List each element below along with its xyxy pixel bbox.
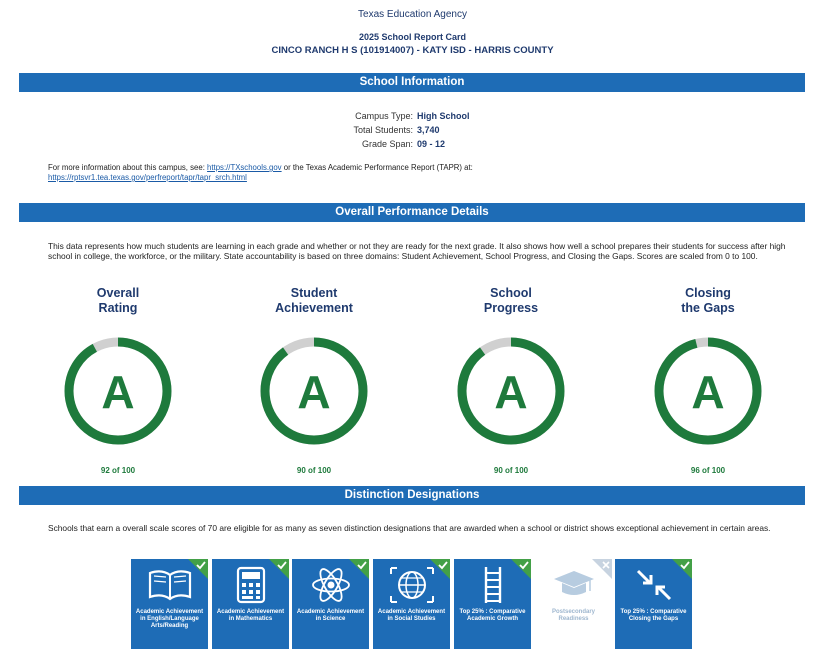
school-line: CINCO RANCH H S (101914007) - KATY ISD - HARRIS COUNTY (271, 45, 554, 56)
distinction-tile-4[interactable] (373, 559, 450, 649)
graduation-cap-icon (550, 565, 598, 605)
gauge-1 (53, 286, 183, 475)
globe-icon (388, 565, 436, 605)
check-icon (188, 559, 208, 579)
distinction-tile-6[interactable] (535, 559, 612, 649)
gauge-title (249, 286, 379, 316)
gauge-grade: A (297, 366, 331, 418)
book-icon (146, 565, 194, 605)
distinction-designations-header: Distinction Designations (19, 486, 805, 505)
gauge-title-line1: Closing (685, 286, 731, 300)
total-students-label: Total Students: (353, 125, 413, 135)
x-icon (592, 559, 612, 579)
atom-icon (307, 565, 355, 605)
check-icon (269, 559, 289, 579)
gauge-title-line2: Achievement (275, 300, 353, 315)
distinction-label: Postsecondary Readiness (551, 609, 596, 622)
gauge-title (643, 286, 773, 316)
campus-type-label: Campus Type: (355, 111, 413, 121)
gauge-grade: A (494, 366, 528, 418)
gauge-score: 92 of 100 (100, 466, 136, 475)
gauge-ring (62, 335, 174, 447)
gauge-title-line1: Student (290, 286, 338, 300)
gauge-title-line2: the Gaps (681, 300, 735, 315)
gauge-title-line2: Rating (98, 300, 138, 315)
gauge-title (446, 286, 576, 316)
ladder-icon (469, 565, 517, 605)
more-info-text (48, 163, 518, 183)
gauge-title (53, 286, 183, 316)
txschools-link[interactable]: https://TXschools.gov (207, 163, 282, 172)
overall-performance-header: Overall Performance Details (19, 203, 805, 222)
gauge-grade: A (101, 366, 135, 418)
distinction-tile-3[interactable] (292, 559, 369, 649)
gauge-ring (258, 335, 370, 447)
gauge-score: 96 of 100 (690, 466, 726, 475)
distinction-description: Schools that earn a overall scale scores of 70 are eligible for as many as seven distinction designations that are awarded when a school or district shows exceptional achievement in certain areas. (48, 523, 771, 533)
distinction-tile-2[interactable] (212, 559, 289, 649)
distinction-label: Academic Achievement in Mathematics (216, 609, 285, 622)
distinction-tile-7[interactable] (615, 559, 692, 649)
distinction-tile-5[interactable] (454, 559, 531, 649)
gauge-2 (249, 286, 379, 475)
gauge-ring (652, 335, 764, 447)
gauge-title-line1: School (490, 286, 532, 300)
check-icon (511, 559, 531, 579)
gauge-grade: A (691, 366, 725, 418)
gauge-score: 90 of 100 (296, 466, 332, 475)
gauge-title-line2: Progress (483, 300, 539, 315)
campus-type-value: High School (417, 111, 470, 121)
gauge-ring (455, 335, 567, 447)
distinction-label: Academic Achievement in Social Studies (377, 609, 446, 622)
check-icon (349, 559, 369, 579)
check-icon (672, 559, 692, 579)
grade-span-value: 09 - 12 (417, 139, 446, 149)
gauge-4 (643, 286, 773, 475)
arrows-in-icon (630, 565, 678, 605)
report-title: 2025 School Report Card (358, 32, 467, 42)
more-info-middle: or the Texas Academic Performance Report (TAPR) at: (281, 163, 473, 172)
grade-span-label: Grade Span: (361, 139, 413, 149)
distinction-label: Top 25% : Comparative Closing the Gaps (620, 609, 687, 622)
distinction-label: Top 25% : Comparative Academic Growth (459, 609, 526, 622)
school-information-header: School Information (19, 73, 805, 92)
distinction-label: Academic Achievement in Science (296, 609, 365, 622)
distinction-label: Academic Achievement in English/Language Arts/Reading (135, 609, 204, 629)
agency-name: Texas Education Agency (358, 9, 467, 20)
tapr-link[interactable]: https://rptsvr1.tea.texas.gov/perfreport/tapr/tapr_srch.html (48, 173, 247, 182)
performance-description: This data represents how much students are learning in each grade and whether or not they are ready for the next grade. It also shows how well a school prepares their students for success after high school in college, the workforce, or the military. State accountability is based on three domains: Student Achievement, School Progress, and Closing the Gaps. Scores are scaled from 0 to 100. (48, 241, 786, 262)
gauge-score: 90 of 100 (493, 466, 529, 475)
total-students-value: 3,740 (417, 125, 440, 135)
gauge-3 (446, 286, 576, 475)
gauge-title-line1: Overall (96, 286, 140, 300)
calculator-icon (227, 565, 275, 605)
distinction-tile-1[interactable] (131, 559, 208, 649)
more-info-prefix: For more information about this campus, see: (48, 163, 208, 172)
check-icon (430, 559, 450, 579)
